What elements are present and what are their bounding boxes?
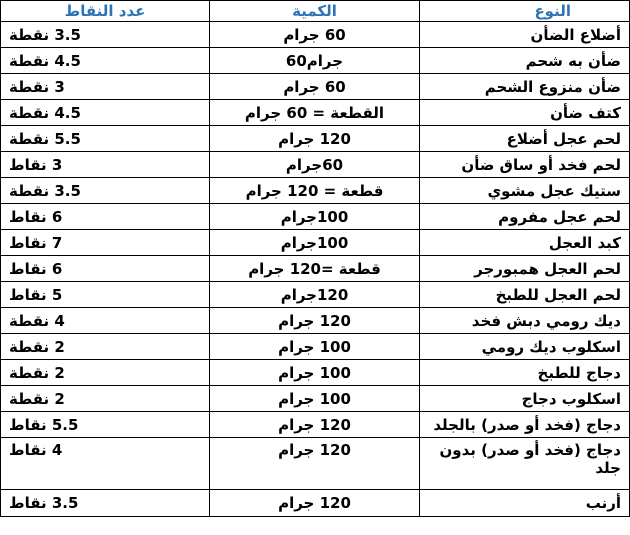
cell-points: 2 نقطة bbox=[1, 334, 210, 360]
cell-type: لحم العجل للطبخ bbox=[420, 282, 630, 308]
cell-type: ضأن به شحم bbox=[420, 48, 630, 74]
table-row bbox=[1, 152, 630, 178]
cell-quantity: 60جرام bbox=[210, 152, 420, 178]
header-row bbox=[1, 1, 630, 22]
cell-points: 6 نقاط bbox=[1, 256, 210, 282]
table-row bbox=[1, 48, 630, 74]
cell-points: 4.5 نقطة bbox=[1, 100, 210, 126]
cell-quantity: 100 جرام bbox=[210, 334, 420, 360]
cell-quantity: قطعة =120 جرام bbox=[210, 256, 420, 282]
cell-quantity: 100 جرام bbox=[210, 360, 420, 386]
cell-type: لحم فخد أو ساق ضأن bbox=[420, 152, 630, 178]
cell-points: 3 نقاط bbox=[1, 152, 210, 178]
cell-type: أضلاع الضأن bbox=[420, 22, 630, 48]
cell-quantity: 120 جرام bbox=[210, 438, 420, 490]
cell-points: 5.5 نقطة bbox=[1, 126, 210, 152]
cell-quantity: 100 جرام bbox=[210, 386, 420, 412]
table-row bbox=[1, 74, 630, 100]
cell-points: 3 نقطة bbox=[1, 74, 210, 100]
cell-type: دجاج (فخد أو صدر) بدون جلد bbox=[420, 438, 630, 490]
cell-type: اسكلوب ديك رومي bbox=[420, 334, 630, 360]
cell-quantity: 120 جرام bbox=[210, 490, 420, 517]
cell-quantity: 100جرام bbox=[210, 204, 420, 230]
cell-type: كتف ضأن bbox=[420, 100, 630, 126]
table-row bbox=[1, 100, 630, 126]
cell-points: 3.5 نقطة bbox=[1, 178, 210, 204]
cell-quantity: 60 جرام bbox=[210, 22, 420, 48]
cell-type: اسكلوب دجاج bbox=[420, 386, 630, 412]
cell-type: دجاج (فخد أو صدر) بالجلد bbox=[420, 412, 630, 438]
table-row bbox=[1, 412, 630, 438]
cell-type: كبد العجل bbox=[420, 230, 630, 256]
table-row bbox=[1, 178, 630, 204]
cell-points: 6 نقاط bbox=[1, 204, 210, 230]
cell-quantity: 100جرام bbox=[210, 230, 420, 256]
table-row bbox=[1, 230, 630, 256]
cell-type: ديك رومي دبش فخد bbox=[420, 308, 630, 334]
cell-points: 4 نقاط bbox=[1, 438, 210, 490]
cell-quantity: 120 جرام bbox=[210, 412, 420, 438]
cell-quantity: قطعة = 120 جرام bbox=[210, 178, 420, 204]
cell-quantity: 120 جرام bbox=[210, 126, 420, 152]
cell-quantity: القطعة = 60 جرام bbox=[210, 100, 420, 126]
table-row bbox=[1, 126, 630, 152]
header-points: عدد النقاط bbox=[1, 1, 210, 22]
cell-type: دجاج للطبخ bbox=[420, 360, 630, 386]
header-quantity: الكمية bbox=[210, 1, 420, 22]
table-row bbox=[1, 360, 630, 386]
cell-points: 4 نقطة bbox=[1, 308, 210, 334]
cell-points: 3.5 نقطة bbox=[1, 22, 210, 48]
cell-points: 2 نقطة bbox=[1, 360, 210, 386]
cell-points: 3.5 نقاط bbox=[1, 490, 210, 517]
cell-type: أرنب bbox=[420, 490, 630, 517]
cell-points: 5.5 نقاط bbox=[1, 412, 210, 438]
table-row bbox=[1, 490, 630, 517]
cell-type: لحم عجل أضلاع bbox=[420, 126, 630, 152]
table-row bbox=[1, 334, 630, 360]
cell-type: ستيك عجل مشوي bbox=[420, 178, 630, 204]
cell-points: 2 نقطة bbox=[1, 386, 210, 412]
cell-quantity: 60 جرام bbox=[210, 74, 420, 100]
cell-quantity: 120جرام bbox=[210, 282, 420, 308]
cell-points: 4.5 نقطة bbox=[1, 48, 210, 74]
cell-quantity: جرام60 bbox=[210, 48, 420, 74]
cell-quantity: 120 جرام bbox=[210, 308, 420, 334]
cell-type: لحم العجل همبورجر bbox=[420, 256, 630, 282]
table-row bbox=[1, 308, 630, 334]
cell-type: لحم عجل مفروم bbox=[420, 204, 630, 230]
cell-type: ضأن منزوع الشحم bbox=[420, 74, 630, 100]
cell-points: 5 نقاط bbox=[1, 282, 210, 308]
cell-points: 7 نقاط bbox=[1, 230, 210, 256]
table-row bbox=[1, 438, 630, 490]
header-type: النوع bbox=[420, 1, 630, 22]
table-row bbox=[1, 204, 630, 230]
table-row bbox=[1, 22, 630, 48]
table-row bbox=[1, 386, 630, 412]
table-row bbox=[1, 282, 630, 308]
table-row bbox=[1, 256, 630, 282]
